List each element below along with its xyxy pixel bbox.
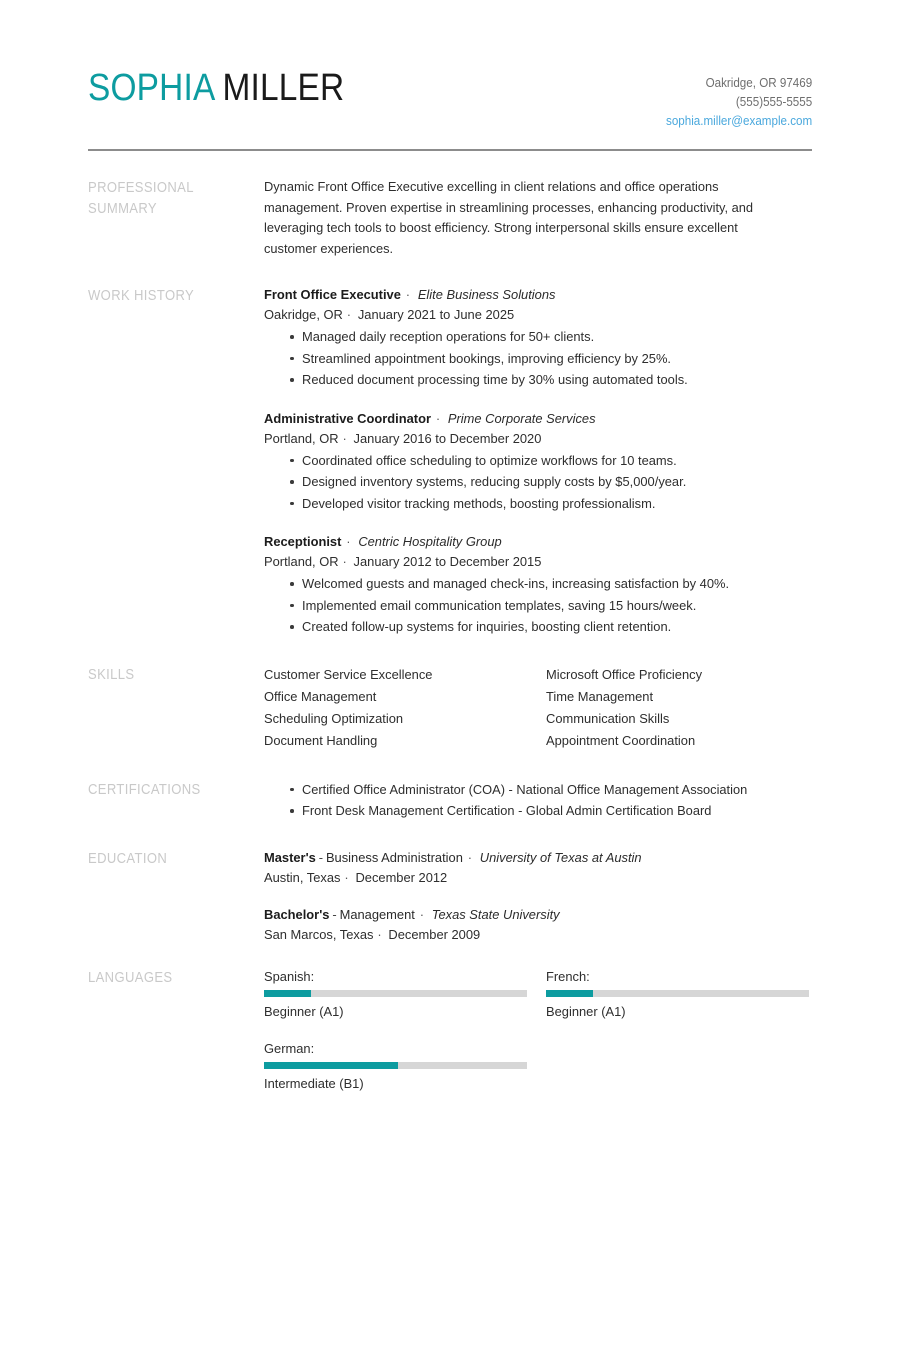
work-entry-heading: [264, 409, 796, 429]
separator-dot: ·: [435, 410, 441, 426]
education-field: Business Administration: [325, 849, 463, 865]
certifications-list: [264, 779, 812, 822]
education-entry-meta: [264, 868, 796, 888]
section-label-work-history: WORK HISTORY: [88, 288, 195, 304]
bullet-text: Developed visitor tracking methods, boosting professionalism.: [302, 495, 656, 511]
education-location: Austin, Texas: [264, 869, 341, 885]
resume-header: [88, 62, 812, 131]
separator-dash: -: [332, 906, 337, 922]
job-title: Administrative Coordinator: [264, 410, 431, 426]
language-level: Intermediate (B1): [264, 1075, 364, 1091]
section-professional-summary: [88, 177, 812, 259]
separator-dot: ·: [405, 287, 411, 302]
contact-block: [666, 74, 812, 131]
list-item: [264, 369, 812, 391]
language-proficiency-fill: [546, 990, 593, 997]
bullet-text: Managed daily reception operations for 50+ clients.: [302, 329, 595, 344]
language-proficiency-bar: [546, 990, 809, 997]
work-history-body: [264, 285, 812, 638]
job-company: Elite Business Solutions: [417, 287, 556, 302]
contact-address: Oakridge, OR 97469: [705, 76, 812, 90]
work-entry-bullets: [264, 573, 812, 638]
skills-column-right: [546, 664, 828, 753]
education-entry-meta: [264, 925, 796, 945]
section-education: [88, 848, 812, 945]
education-date: December 2012: [355, 869, 448, 885]
certifications-body: [264, 779, 812, 822]
education-entry-heading: [264, 905, 796, 925]
list-item: [264, 800, 812, 822]
work-entry-meta: [264, 429, 796, 449]
language-level: Beginner (A1): [264, 1003, 344, 1019]
section-label-professional-summary: PROFESSIONAL SUMMARY: [88, 180, 194, 217]
education-body: [264, 848, 812, 945]
education-school: University of Texas at Austin: [479, 849, 642, 865]
header-divider: [88, 149, 812, 151]
language-proficiency-fill: [264, 990, 311, 997]
list-item: [264, 326, 812, 348]
professional-summary-body: [264, 177, 812, 259]
job-location: Portland, OR: [264, 554, 339, 569]
job-location: Oakridge, OR: [264, 307, 343, 322]
contact-phone: (555)555-5555: [735, 95, 812, 109]
separator-dot: ·: [419, 906, 425, 922]
candidate-name: [88, 66, 344, 110]
bullet-text: Streamlined appointment bookings, improving efficiency by 25%.: [302, 350, 671, 366]
section-languages: [88, 967, 812, 1111]
language-proficiency-bar: [264, 1062, 527, 1069]
list-item: [264, 348, 812, 370]
education-school: Texas State University: [431, 906, 560, 922]
work-entry-meta: [264, 552, 796, 572]
work-entry-heading: [264, 285, 796, 305]
language-proficiency-fill: [264, 1062, 398, 1069]
bullet-text: Designed inventory systems, reducing supply costs by $5,000/year.: [302, 474, 687, 489]
job-company: Prime Corporate Services: [447, 410, 596, 426]
education-entry-heading: [264, 848, 796, 868]
skill-item: Appointment Coordination: [546, 733, 696, 749]
separator-dash: -: [318, 849, 324, 865]
work-entry: [264, 409, 812, 515]
section-certifications: [88, 779, 812, 822]
list-item: [264, 450, 812, 472]
education-entry: [264, 905, 812, 945]
skill-item: Scheduling Optimization: [264, 711, 404, 727]
list-item: [264, 573, 812, 595]
job-dates: January 2016 to December 2020: [353, 430, 542, 446]
job-title: Front Office Executive: [264, 287, 401, 302]
contact-email-link[interactable]: sophia.miller@example.com: [665, 114, 812, 128]
certification-text: Front Desk Management Certification - Global Admin Certification Board: [302, 803, 712, 819]
section-label-education: EDUCATION: [88, 850, 168, 867]
list-item: [264, 493, 812, 515]
education-degree: Master's: [264, 849, 316, 865]
bullet-text: Coordinated office scheduling to optimize workflows for 10 teams.: [302, 452, 677, 468]
language-name: German:: [264, 1040, 315, 1056]
job-dates: January 2012 to December 2015: [353, 554, 542, 569]
work-entry-bullets: [264, 450, 812, 515]
language-proficiency-bar: [264, 990, 527, 997]
skills-grid: [264, 664, 812, 753]
list-item: [264, 779, 812, 801]
job-company: Centric Hospitality Group: [358, 534, 502, 549]
separator-dot: ·: [344, 869, 349, 885]
skills-body: [264, 664, 812, 753]
bullet-text: Reduced document processing time by 30% using automated tools.: [302, 372, 688, 387]
work-entry: [264, 532, 812, 638]
language-item: [264, 967, 527, 1021]
bullet-text: Created follow-up systems for inquiries, boosting client retention.: [302, 619, 672, 634]
work-entry: [264, 285, 812, 391]
separator-dot: ·: [377, 926, 382, 942]
bullet-text: Implemented email communication templates, saving 15 hours/week.: [302, 597, 697, 613]
first-name: SOPHIA: [88, 67, 216, 109]
job-location: Portland, OR: [264, 430, 339, 446]
summary-text: Dynamic Front Office Executive excelling in client relations and office operations management. Proven expertise in streamlining processes, enhancing productivity, and leveraging tech tools to boost efficiency. Strong interpersonal skills ensure excellent customer experiences.: [264, 179, 754, 256]
section-label-languages: LANGUAGES: [88, 969, 173, 986]
language-level: Beginner (A1): [546, 1003, 626, 1019]
skills-column-left: [264, 664, 546, 753]
education-entry: [264, 848, 812, 888]
job-dates: January 2021 to June 2025: [357, 307, 515, 322]
list-item: [264, 595, 812, 617]
separator-dot: ·: [342, 430, 347, 446]
skill-item: Document Handling: [264, 733, 378, 749]
section-label-certifications: CERTIFICATIONS: [88, 781, 201, 798]
languages-body: [264, 967, 812, 1111]
language-item: [546, 967, 809, 1021]
work-entry-bullets: [264, 326, 812, 391]
section-work-history: [88, 285, 812, 638]
languages-grid: [264, 967, 809, 1111]
separator-dot: ·: [342, 554, 347, 569]
skill-item: Communication Skills: [546, 711, 670, 727]
language-item: [264, 1039, 527, 1093]
section-label-skills: SKILLS: [88, 666, 135, 683]
education-degree: Bachelor's: [264, 906, 330, 922]
separator-dot: ·: [346, 307, 352, 322]
separator-dot: ·: [467, 849, 473, 865]
education-location: San Marcos, Texas: [264, 926, 374, 942]
last-name: MILLER: [222, 67, 345, 109]
bullet-text: Welcomed guests and managed check-ins, increasing satisfaction by 40%.: [302, 576, 730, 591]
education-field: Management: [339, 906, 415, 922]
section-skills: [88, 664, 812, 753]
language-name: Spanish:: [264, 968, 315, 984]
skill-item: Microsoft Office Proficiency: [546, 666, 703, 682]
list-item: [264, 616, 812, 638]
work-entry-meta: [264, 305, 796, 325]
separator-dot: ·: [346, 534, 351, 549]
certification-text: Certified Office Administrator (COA) - National Office Management Association: [302, 781, 748, 797]
skill-item: Office Management: [264, 688, 377, 704]
job-title: Receptionist: [264, 534, 342, 549]
skill-item: Customer Service Excellence: [264, 666, 433, 682]
list-item: [264, 471, 812, 493]
skill-item: Time Management: [546, 688, 654, 704]
language-name: French:: [546, 968, 590, 984]
work-entry-heading: [264, 532, 796, 552]
education-date: December 2009: [388, 926, 481, 942]
